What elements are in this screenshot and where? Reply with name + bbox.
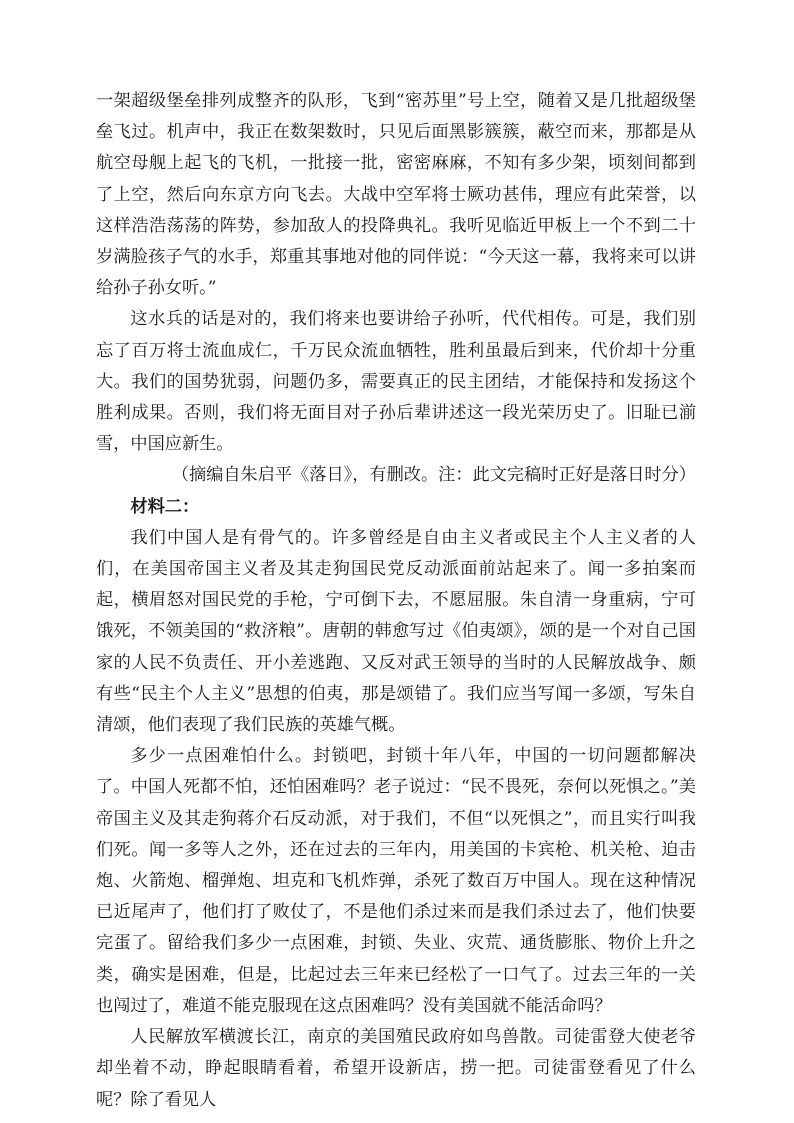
source-citation: （摘编自朱启平《落日》，有删改。注：此文完稿时正好是落日时分）: [171, 465, 696, 486]
paragraph-sailor-words: 这水兵的话是对的，我们将来也要讲给子孙听，代代相传。可是，我们别忘了百万将士流血成仁，千万民众流血牺牲，胜利虽最后到来，代价却十分重大。我们的国势犹弱，问题仍多，需要真正的民主团结，才能保持和发扬这个胜利成果。否则，我们将无面目对子孙后辈讲述这一段光荣历史了。旧耻已湔雪，中国应新生。: [96, 309, 696, 455]
document-text: [96, 86, 696, 1116]
paragraph-crossing-yangtze: 人民解放军横渡长江，南京的美国殖民政府如鸟兽散。司徒雷登大使老爷却坐着不动，睁起眼睛看着，希望开设新店，捞一把。司徒雷登看见了什么呢？除了看见人: [96, 1027, 696, 1110]
material-two-heading: 材料二：: [130, 496, 200, 517]
paragraph-backbone: 我们中国人是有骨气的。许多曾经是自由主义者或民主个人主义者的人们，在美国帝国主义者及其走狗国民党反动派面前站起来了。闻一多拍案而起，横眉怒对国民党的手枪，宁可倒下去，不愿屈服。朱自清一身重病，宁可饿死，不领美国的“救济粮”。唐朝的韩愈写过《伯夷颂》，颂的是一个对自己国家的人民不负责任、开小差逃跑、又反对武王领导的当时的人民解放战争、颇有些“民主个人主义”思想的伯夷，那是颂错了。我们应当写闻一多颂，写朱自清颂，他们表现了我们民族的英雄气概。: [96, 527, 696, 736]
paragraph-continuation: 一架超级堡垒排列成整齐的队形，飞到“密苏里”号上空，随着又是几批超级堡垒飞过。机声中，我正在数架数时，只见后面黑影簇簇，蔽空而来，那都是从航空母舰上起飞的飞机，一批接一批，密密麻麻，不知有多少架，顷刻间都到了上空，然后向东京方向飞去。大战中空军将士厥功甚伟，理应有此荣誉，以这样浩浩荡荡的阵势，参加敌人的投降典礼。我听见临近甲板上一个不到二十岁满脸孩子气的水手，郑重其事地对他的同伴说：“今天这一幕，我将来可以讲给孙子孙女听。”: [96, 91, 696, 299]
paragraph-difficulty: 多少一点困难怕什么。封锁吧，封锁十年八年，中国的一切问题都解决了。中国人死都不怕，还怕困难吗？老子说过：“民不畏死，奈何以死惧之。”美帝国主义及其走狗蒋介石反动派，对于我们，不但“以死惧之”，而且实行叫我们死。闻一多等人之外，还在过去的三年内，用美国的卡宾枪、机关枪、迫击炮、火箭炮、榴弹炮、坦克和飞机炸弹，杀死了数百万中国人。现在这种情况已近尾声了，他们打了败仗了，不是他们杀过来而是我们杀过去了，他们快要完蛋了。留给我们多少一点困难，封锁、失业、灾荒、通货膨胀、物价上升之类，确实是困难，但是，比起过去三年来已经松了一口气了。过去三年的一关也闯过了，难道不能克服现在这点困难吗？没有美国就不能活命吗？: [96, 746, 696, 1016]
